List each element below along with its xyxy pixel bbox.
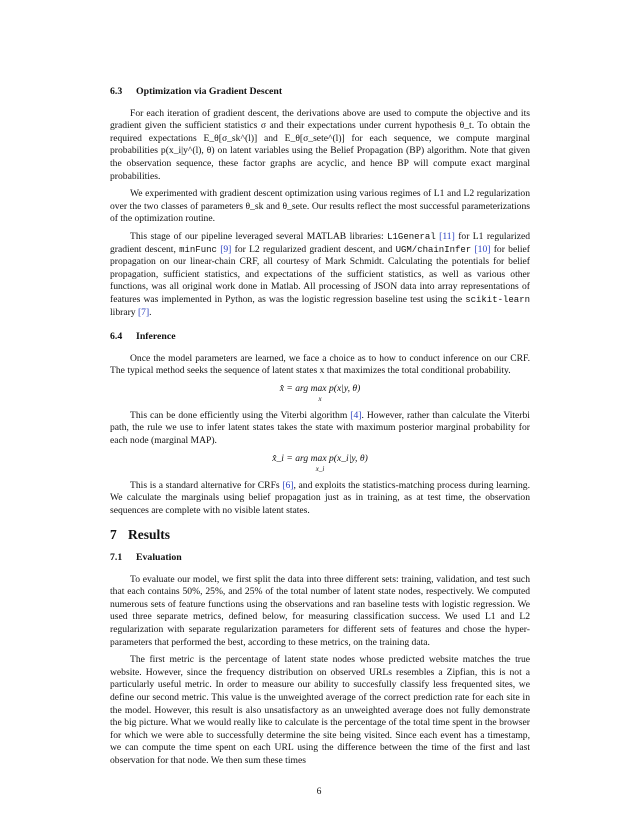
paragraph: For each iteration of gradient descent, the derivations above are used to compute the objective and its gradient given the sufficient statistics σ and their expectations under current hypothesis θ_t. To obtain the required expectations E_θ[σ_sk^(l)] and E_θ[σ_sete^(l)] for each sequence, we compute marginal probabilities p(x_i|y^(l), θ) on latent variables using the Belief Propagation (BP) algorithm. Note that given the observation sequence, these factor graphs are acyclic, and hence BP will compute exact marginal probabilities. (110, 107, 530, 182)
code-l1general: L1General (387, 231, 436, 242)
paragraph: To evaluate our model, we first split the data into three different sets: training, validation, and test such that each contains 50%, 25%, and 25% of the total number of latent state nodes, respectively. We computed numerous sets of feature functions using the observations and ran baseline tests with logistic regression. We used three separate metrics, defined below, for measuring classification success. We used L1 and L2 regularization with separate regularization parameters for different sets of features and chose the hyper-parameters that performed the best, according to these metrics, on the training data. (110, 573, 530, 648)
citation-link[interactable]: [10] (474, 243, 491, 255)
citation-link[interactable]: [9] (220, 243, 232, 255)
paragraph: This stage of our pipeline leveraged several MATLAB libraries: L1General [11] for L1 regularized gradient descent, minFunc [9] for L2 regularized gradient descent, and UGM/chainInfer [10] for belief propagation on our linear-chain CRF, all courtesy of Mark Schmidt. Calculating the potentials for belief propagation, sufficient statistics, and expectations of the sufficient statistics, as well as various other functions, was all original work done in Matlab. All processing of JSON data into array representations of features was implemented in Python, as was the logistic regression baseline test using the scikit-learn library [7]. (110, 230, 531, 318)
section-heading: 7 Results (110, 527, 171, 543)
paragraph: The first metric is the percentage of latent state nodes whose predicted website matches the true website. However, since the frequency distribution on observed URLs resembles a Zipfian, this is not a particularly useful metric. In order to measure our ability to succesfully classify less frequented sites, we define our second metric. This value is the unweighted average of the correct prediction rate for each site in the model. However, this result is also unsatisfactory as an unweighted average does not fully demonstrate the big picture. What we would really like to calculate is the percentage of the total time spent in the browser for which we were able to successfully determine the site being visited. Since each event has a timestamp, we can compute the time spent on each URL using the difference between the time of the first and last observation for that node. We then sum these times (110, 654, 530, 766)
equation: x̂_i = arg max p(x_i|y, θ) x_i (272, 452, 368, 473)
section-heading: 7.1 Evaluation (110, 552, 182, 564)
code-ugm-chaininfer: UGM/chainInfer (395, 244, 472, 255)
code-scikit-learn: scikit-learn (465, 294, 530, 305)
equation: x̂ = arg max p(x|y, θ) x (279, 382, 361, 403)
page-content (110, 86, 530, 780)
section-heading: 6.3 Optimization via Gradient Descent (110, 86, 283, 97)
section-6-3 (110, 86, 530, 319)
paragraph: We experimented with gradient descent optimization using various regimes of L1 and L2 regularization over the two classes of parameters θ_sk and θ_sete. Our results reflect the most successful parameterizations of the optimization routine. (110, 188, 530, 225)
citation-link[interactable]: [4] (350, 409, 362, 421)
section-6-4 (110, 331, 530, 517)
page-number: 6 (316, 786, 322, 797)
code-minfunc: minFunc (179, 244, 217, 255)
citation-link[interactable]: [11] (439, 230, 455, 242)
citation-link[interactable]: [6] (282, 479, 294, 491)
paragraph: This is a standard alternative for CRFs [6], and exploits the statistics-matching process during learning. We calculate the marginals using belief propagation just as in training, as at test time, the observation sequences are complete with no visible latent states. (110, 479, 530, 516)
section-heading: 6.4 Inference (110, 331, 176, 343)
paragraph: Once the model parameters are learned, we face a choice as to how to conduct inference on our CRF. The typical method seeks the sequence of latent states x that maximizes the total conditional probability. (110, 352, 530, 377)
paragraph: This can be done efficiently using the Viterbi algorithm [4]. However, rather than calculate the Viterbi path, the rule we use to infer latent states takes the state with maximum posterior marginal probability for each node (marginal MAP). (110, 409, 530, 447)
citation-link[interactable]: [7] (137, 306, 150, 318)
section-7-1 (110, 552, 530, 768)
